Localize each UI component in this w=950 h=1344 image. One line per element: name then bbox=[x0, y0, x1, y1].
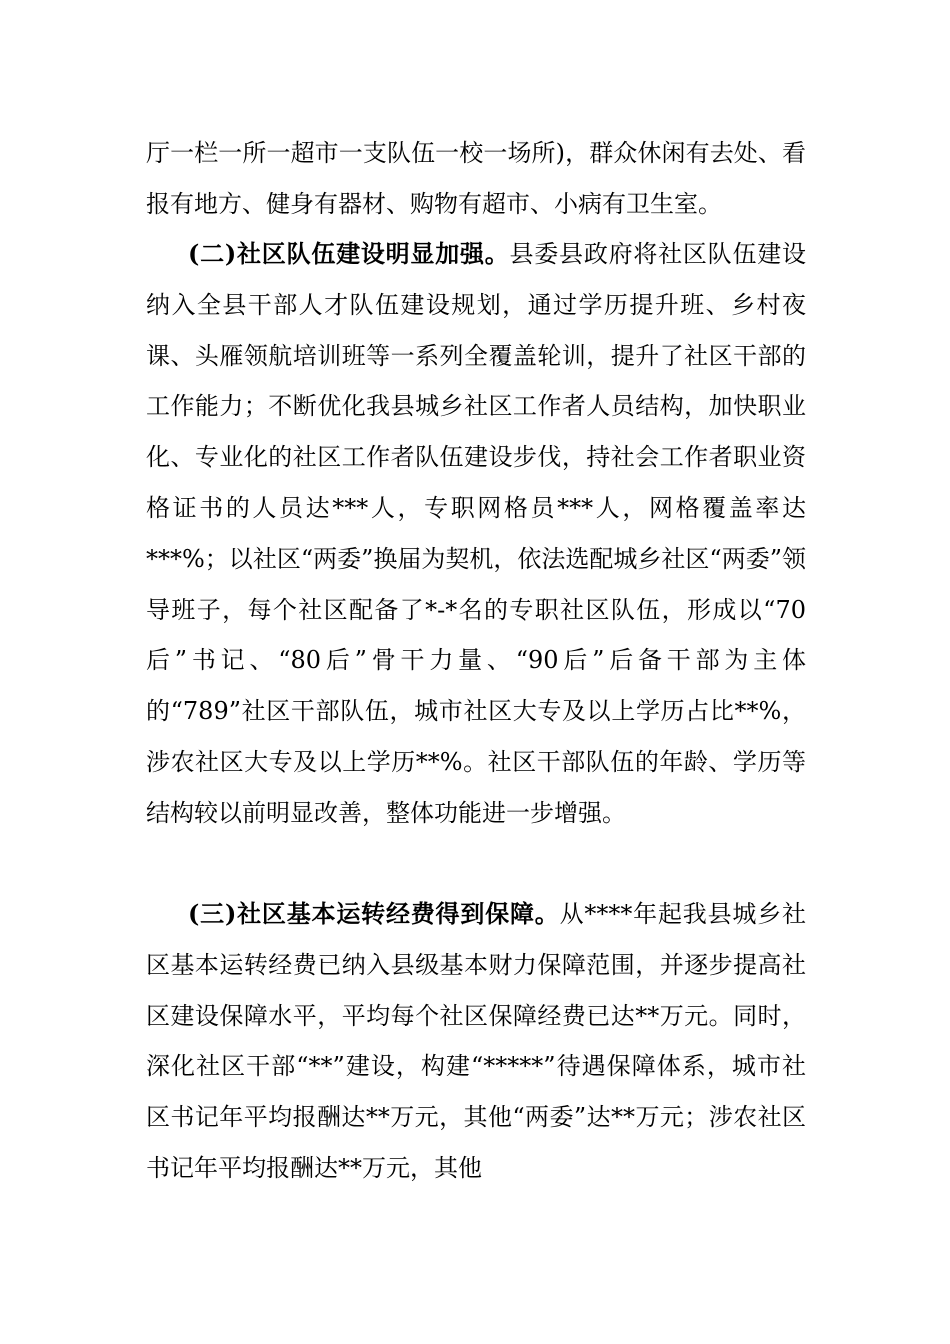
paragraph-2-body: 县委县政府将社区队伍建设纳入全县干部人才队伍建设规划，通过学历提升班、乡村夜课、头雁领航培训班等一系列全覆盖轮训，提升了社区干部的工作能力；不断优化我县城乡社区工作者人员结构，加快职业化、专业化的社区工作者队伍建设步伐，持社会工作者职业资格证书的人员达***人，专职网格员***人，网格覆盖率达***%；以社区“两委”换届为契机，依法选配城乡社区“两委”领导班子，每个社区配备了*-*名的专职社区队伍，形成以“70后”书记、“80后”骨干力量、“90后”后备干部为主体的“789”社区干部队伍，城市社区大专及以上学历占比**%，涉农社区大专及以上学历**%。社区干部队伍的年龄、学历等结构较以前明显改善，整体功能进一步增强。 bbox=[146, 240, 806, 827]
paragraph-funding bbox=[146, 889, 806, 1194]
paragraph-2 bbox=[146, 229, 806, 839]
section-heading-2: (二)社区队伍建设明显加强。 bbox=[188, 239, 510, 268]
paragraph-3 bbox=[146, 889, 806, 1194]
paragraph-3-body: 从****年起我县城乡社区基本运转经费已纳入县级基本财力保障范围，并逐步提高社区建设保障水平，平均每个社区保障经费已达**万元。同时，深化社区干部“**”建设，构建“*****”待遇保障体系，城市社区书记年平均报酬达**万元，其他“两委”达**万元；涉农社区书记年平均报酬达**万元，其他 bbox=[146, 900, 807, 1182]
paragraph-1-text: 厅一栏一所一超市一支队伍一校一场所)，群众休闲有去处、看报有地方、健身有器材、购物有超市、小病有卫生室。 bbox=[146, 139, 806, 218]
section-heading-3: (三)社区基本运转经费得到保障。 bbox=[188, 899, 560, 928]
paragraph-team-building bbox=[146, 229, 806, 839]
paragraph-continuation bbox=[146, 128, 806, 230]
